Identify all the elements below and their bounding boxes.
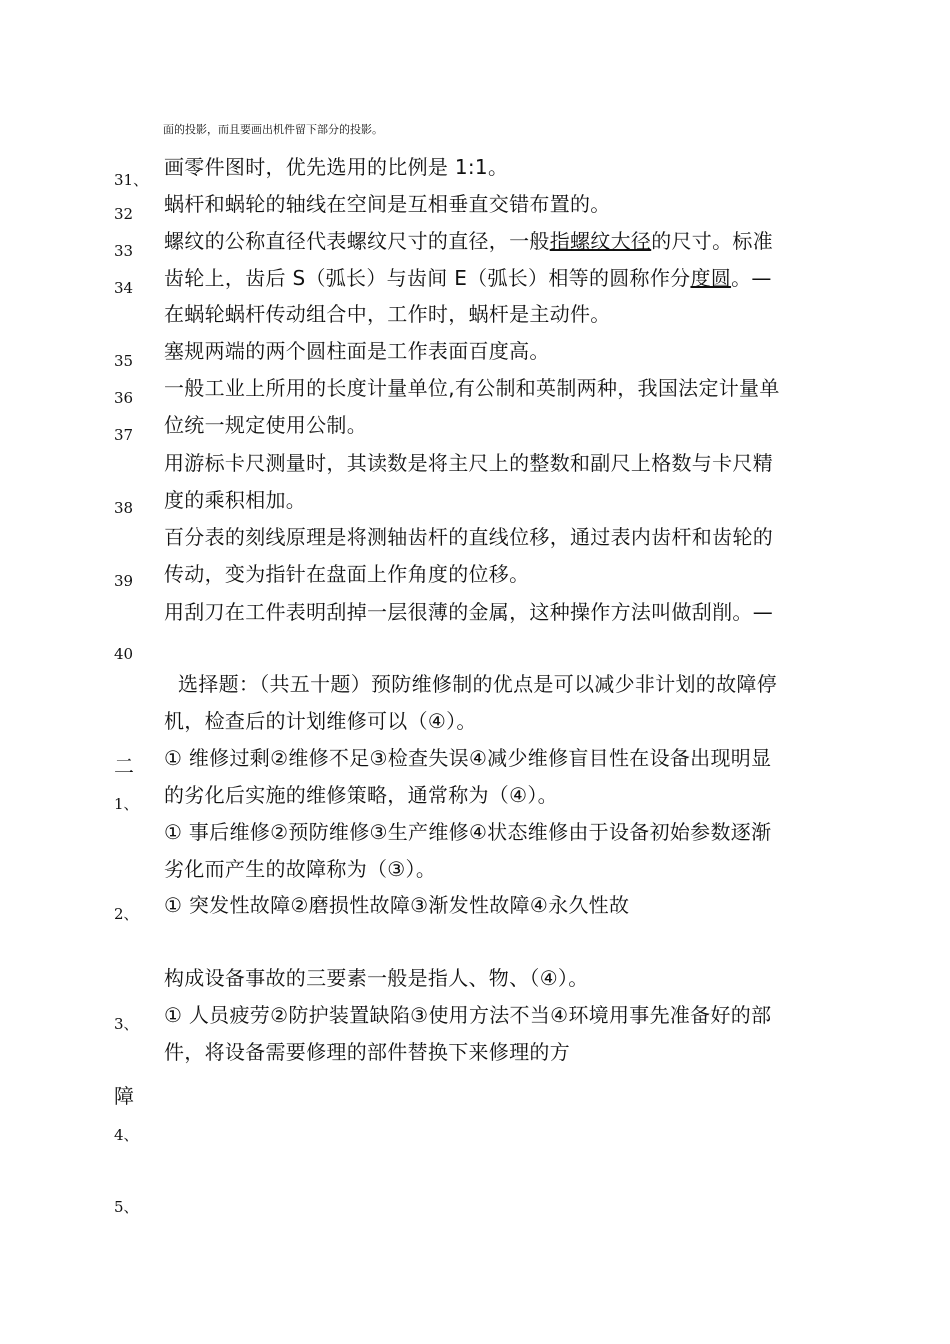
item-number-2: 2、 [114, 905, 139, 923]
item-text-zhang: 障 [114, 1084, 134, 1108]
item-number-3: 3、 [114, 1015, 139, 1033]
item-number-36: 36 [114, 389, 134, 407]
text-line-15: 机，检查后的计划维修可以（④）。 [164, 709, 477, 733]
text-line-5: 在蜗轮蜗杆传动组合中，工作时，蜗杆是主动件。 [164, 302, 611, 326]
item-number-4: 4、 [114, 1126, 139, 1144]
text-line-9: 用游标卡尺测量时，其读数是将主尺上的整数和副尺上格数与卡尺精 [164, 451, 773, 475]
text-line-17: 的劣化后实施的维修策略，通常称为（④）。 [164, 783, 558, 807]
text-line-3-pre: 螺纹的公称直径代表螺纹尺寸的直径，一般 [164, 229, 550, 253]
text-line-6: 塞规两端的两个圆柱面是工作表面百度高。 [164, 339, 550, 363]
text-line-1: 画零件图时，优先选用的比例是 1:1。 [164, 155, 509, 179]
text-line-3 [164, 225, 773, 254]
text-line-7: 一般工业上所用的长度计量单位,有公制和英制两种，我国法定计量单 [164, 376, 780, 400]
item-number-31: 31、 [114, 171, 149, 189]
item-number-5: 5、 [114, 1198, 139, 1216]
item-number-40: 40 [114, 645, 134, 663]
underlined-term-major-diameter: 指螺纹大径 [549, 229, 652, 253]
item-number-38: 38 [114, 499, 134, 517]
text-line-8: 位统一规定使用公制。 [164, 413, 367, 437]
header-line: 面的投影，而且要画出机件留下部分的投影。 [163, 123, 383, 136]
item-number-33: 33 [114, 242, 134, 260]
item-number-34: 34 [114, 279, 134, 297]
text-line-19: 劣化而产生的故障称为（③）。 [164, 857, 437, 881]
text-line-4 [164, 262, 772, 291]
text-line-16: ① 维修过剩②维修不足③检查失误④减少维修盲目性在设备出现明显 [164, 746, 772, 770]
text-line-4-pre: 齿轮上，齿后 S（弧长）与齿间 E（弧长）相等的圆称作分 [164, 266, 691, 290]
item-number-39: 39 [114, 572, 134, 590]
text-line-22: ① 人员疲劳②防护装置缺陷③使用方法不当④环境用事先准备好的部 [164, 1003, 772, 1027]
text-line-12: 传动，变为指针在盘面上作角度的位移。 [164, 562, 530, 586]
text-line-10: 度的乘积相加。 [164, 488, 307, 512]
item-number-35: 35 [114, 352, 134, 370]
item-number-1: 1、 [114, 795, 139, 813]
item-number-32: 32 [114, 205, 134, 223]
text-line-21: 构成设备事故的三要素一般是指人、物、（④）。 [164, 966, 589, 990]
text-line-11: 百分表的刻线原理是将测轴齿杆的直线位移，通过表内齿杆和齿轮的 [164, 525, 773, 549]
underlined-term-pitch-circle: 度圆 [690, 266, 732, 290]
text-line-2: 蜗杆和蜗轮的轴线在空间是互相垂直交错布置的。 [164, 192, 611, 216]
text-line-3-post: 的尺寸。标准 [651, 229, 774, 253]
section-mark: 二 [114, 754, 134, 778]
item-number-37: 37 [114, 426, 134, 444]
text-line-18: ① 事后维修②预防维修③生产维修④状态维修由于设备初始参数逐渐 [164, 820, 772, 844]
text-line-14: 选择题：（共五十题）预防维修制的优点是可以减少非计划的故障停 [178, 672, 777, 696]
text-line-20: ① 突发性故障②磨损性故障③渐发性故障④永久性故 [164, 893, 630, 917]
text-line-23: 件，将设备需要修理的部件替换下来修理的方 [164, 1040, 570, 1064]
text-line-13: 用刮刀在工件表明刮掉一层很薄的金属，这种操作方法叫做刮削。— [164, 600, 773, 624]
text-line-4-post: 。— [731, 266, 772, 290]
